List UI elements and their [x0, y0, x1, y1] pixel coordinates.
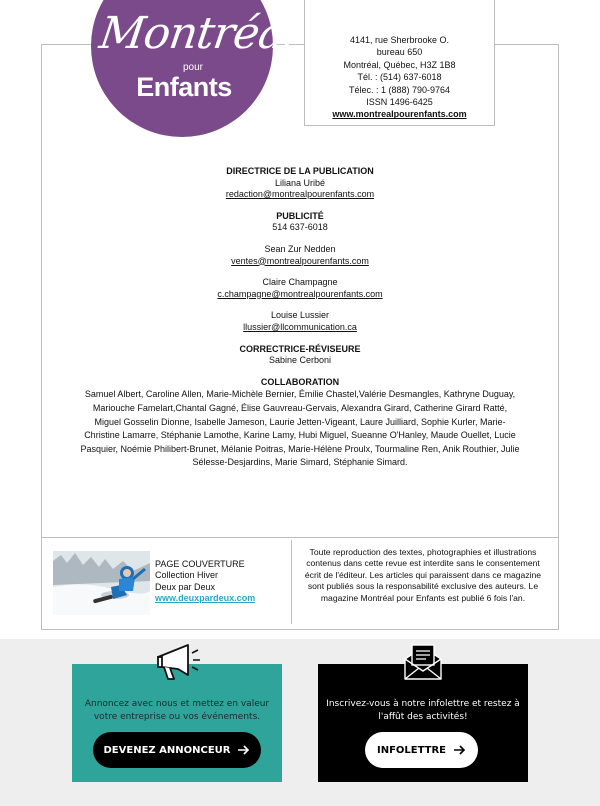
address-fax: Télec. : 1 (888) 790-9764 — [348, 84, 451, 95]
cover-photo — [53, 551, 150, 615]
logo-enfants: Enfants — [136, 72, 232, 102]
advertise-card — [72, 664, 282, 782]
section-divider — [41, 537, 559, 538]
collaboration-heading: COLLABORATION — [260, 376, 340, 387]
rep-email-link[interactable]: c.champagne@montrealpourenfants.com — [217, 288, 383, 299]
advertise-text: Annoncez avec nous et mettez en valeur votre entreprise ou vos événements. — [84, 699, 270, 723]
advertise-button-label: DEVENEZ ANNONCEUR — [103, 744, 231, 756]
correction-name: Sabine Cerboni — [268, 355, 332, 366]
publicity-heading: PUBLICITÉ — [276, 210, 324, 221]
correction-heading: CORRECTRICE-RÉVISEURE — [239, 343, 361, 354]
megaphone-icon — [152, 643, 202, 681]
logo-pour: pour — [183, 62, 204, 73]
address-line: 4141, rue Sherbrooke O. — [349, 35, 450, 45]
address-phone: Tél. : (514) 637-6018 — [357, 72, 442, 83]
cover-brand: Deux par Deux — [155, 581, 216, 592]
logo-script: Montréal — [96, 8, 301, 59]
arrow-right-icon — [238, 745, 250, 755]
website-link[interactable]: www.montrealpourenfants.com — [332, 109, 467, 120]
rep-name: Sean Zur Nedden — [264, 243, 336, 254]
rep-name: Claire Champagne — [262, 277, 338, 288]
address-line: Montréal, Québec, H3Z 1B8 — [343, 59, 456, 70]
cover-collection: Collection Hiver — [155, 570, 219, 581]
publicity-phone: 514 637-6018 — [272, 222, 328, 233]
cover-website-link[interactable]: www.deuxpardeux.com — [155, 593, 256, 604]
newsletter-button-label: INFOLETTRE — [376, 744, 447, 756]
column-divider — [291, 540, 292, 624]
address-issn: ISSN 1496-6425 — [366, 97, 433, 108]
newsletter-text: Inscrivez-vous à notre infolettre et restez à l'affût des activités! — [326, 699, 520, 723]
direction-name: Liliana Uribé — [274, 177, 326, 188]
advertise-button[interactable] — [93, 732, 261, 768]
collaboration-list: Samuel Albert, Caroline Allen, Marie-Michèle Bernier, Émilie Chastel,Valérie Desmangles, Kathryne Duguay, Mariouche Famelart,Chantal Gagné, Élise Gauvreau-Gervais, Alexandra Girard, Catherine Girard Ratté, Miguel Gosselin Dionne, Isabelle Jameson, Laurie Jetten-Vigeant, Laure Juilliard, Sophie Kurler, Marie-Christine Lamarre, Stéphanie Lamothe, Karine Lamy, Hubi Miguel, Sueanne O'Hanley, Maude Ouellet, Lucie Pasquier, Noémie Philibert-Brunet, Mélanie Poitras, Marie-Hélène Proulx, Tourmaline Ren, Anik Routhier, Julie Sélesse-Desjardins, Marie Simard, Stéphanie Simard. — [80, 389, 520, 468]
rep-email-link[interactable]: llussier@llcommunication.ca — [243, 321, 357, 332]
arrow-right-icon — [454, 745, 466, 755]
newsletter-button[interactable] — [365, 732, 478, 768]
cover-title: PAGE COUVERTURE — [155, 559, 245, 569]
credits-block — [41, 166, 559, 470]
address-box — [304, 0, 495, 126]
reproduction-notice: Toute reproduction des textes, photographies et illustrations contenus dans cette revue est interdite sans le consentement écrit de l'éditeur. Les articles qui paraissent dans ce magazine sont publiés sous la responsabilité exclusive des auteurs. Le magazine Montréal pour Enfants est publié 6 fois l'an. — [304, 547, 542, 603]
snow-child-photo — [53, 551, 150, 615]
newsletter-card — [318, 664, 528, 782]
direction-email-link[interactable]: redaction@montrealpourenfants.com — [225, 189, 375, 200]
cover-credit — [155, 559, 255, 605]
direction-heading: DIRECTRICE DE LA PUBLICATION — [226, 166, 374, 176]
rep-email-link[interactable]: ventes@montrealpourenfants.com — [231, 255, 369, 266]
address-line: bureau 650 — [376, 47, 423, 58]
envelope-icon — [403, 643, 443, 681]
rep-name: Louise Lussier — [270, 310, 330, 321]
